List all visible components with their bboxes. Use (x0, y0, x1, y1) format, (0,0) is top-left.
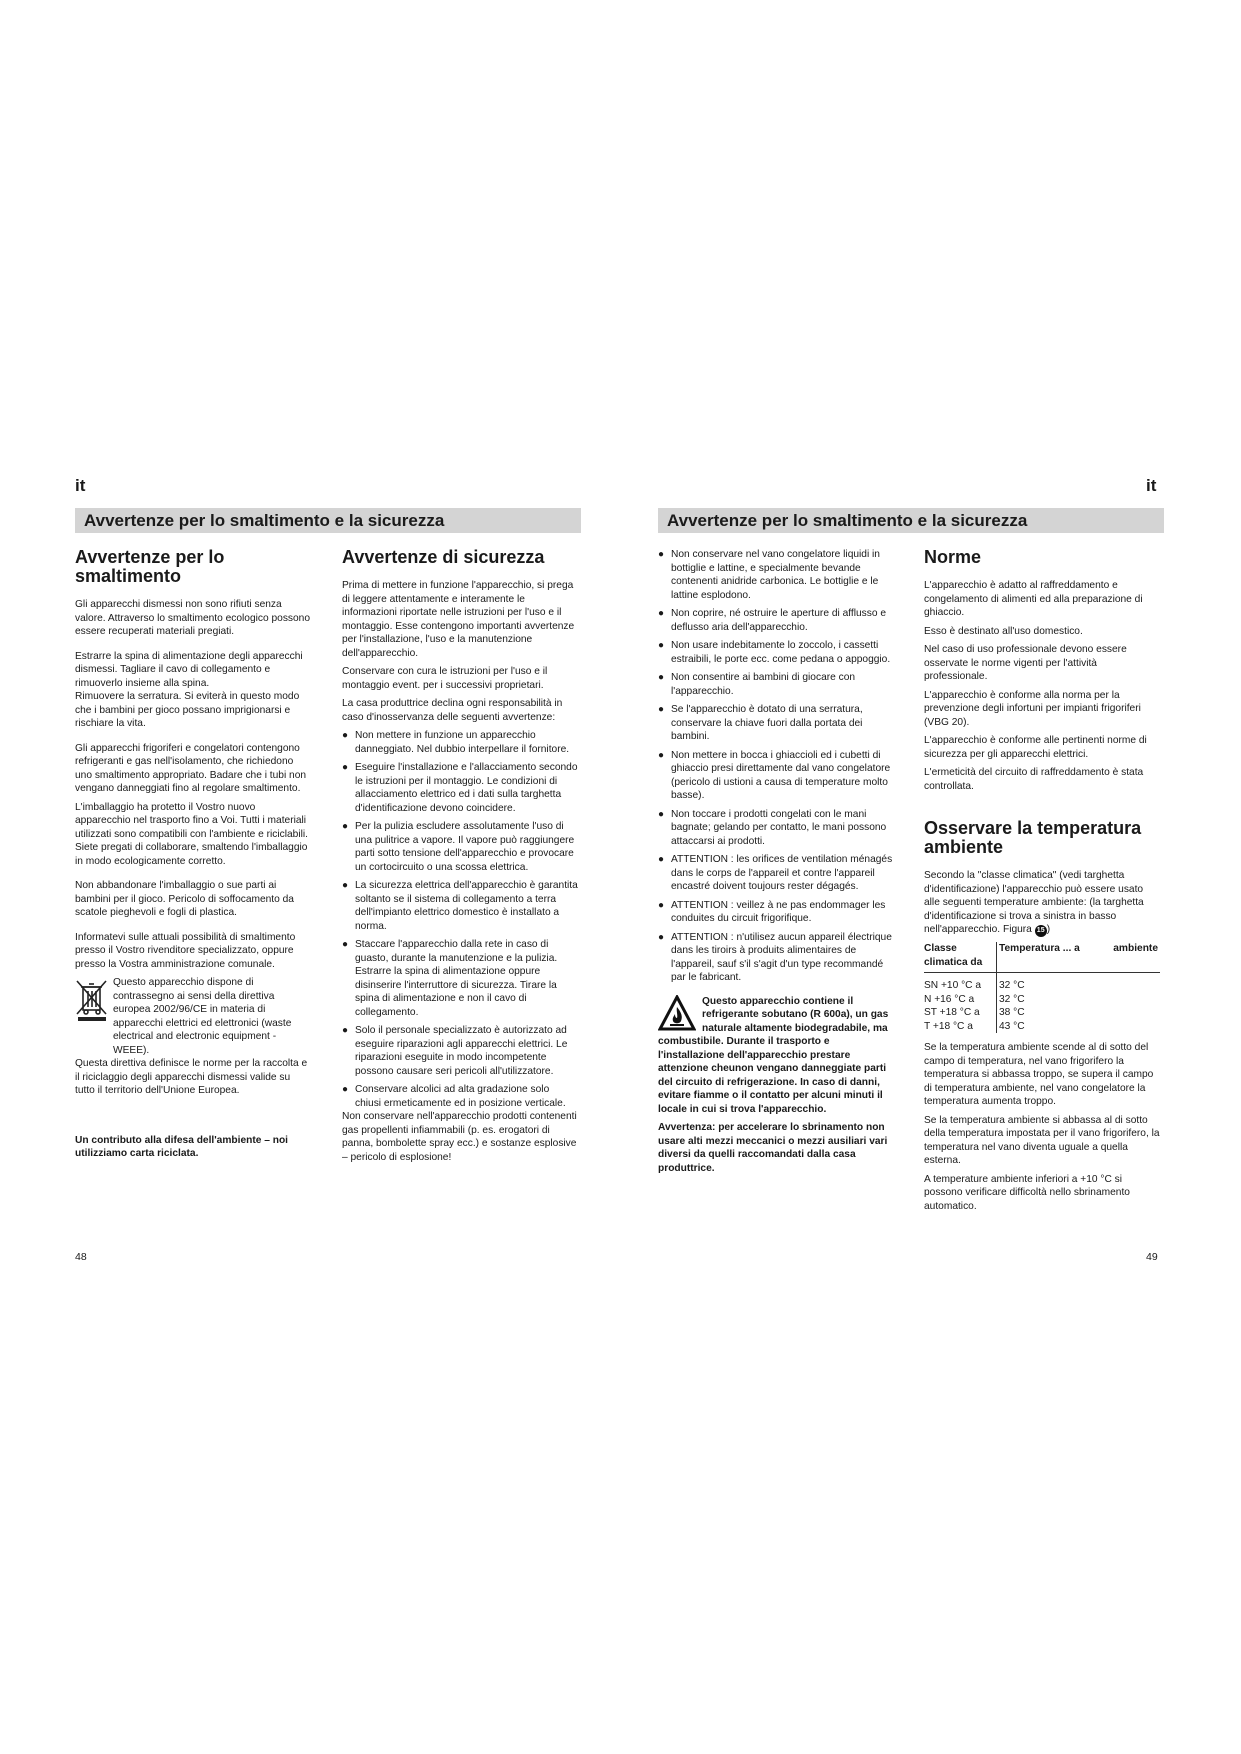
norms-paragraph: L'apparecchio è conforme alle pertinenti norme di sicurezza per gli apparecchi elettrici. (924, 735, 1147, 760)
norms-paragraph: L'apparecchio è adatto al raffreddamento e congelamento di alimenti ed alla preparazione di ghiaccio. (924, 580, 1143, 618)
safety-bullet: ● Non mettere in funzione un apparecchio danneggiato. Nel dubbio interpellare il fornitore. (342, 729, 578, 756)
safety-bullet: ● Eseguire l'installazione e l'allacciamento secondo le istruzioni per il montaggio. Le condizioni di allacciamento elettrico ed i dati sulla targhetta d'identificazione devono coincidere. (342, 761, 578, 815)
weee-text: Questo apparecchio dispone di contrassegno ai sensi della direttiva europea 2002/96/CE in materia di apparecchi elettrici ed elettronici (waste electrical and electronic equipment - WEEE). (113, 977, 292, 1056)
table-cell: SN +10 °C a (924, 980, 982, 991)
weee-bin-icon (75, 978, 109, 1022)
safety-bullet: ● ATTENTION : veillez à ne pas endommager les conduites du circuit frigorifique. (658, 899, 894, 926)
safety-bullet: ● ATTENTION : les orifices de ventilation ménagés dans le corps de l'appareil et contre l'appareil encastré doivent toujours rester dégagés. (658, 853, 894, 894)
table-row (924, 993, 1160, 1007)
left-lang-label: it (75, 476, 86, 495)
norms-paragraph: L'ermeticità del circuito di raffreddamento è stata controllata. (924, 767, 1144, 792)
table-header-class: Classe climatica da (924, 942, 997, 973)
table-cell: T +18 °C a (924, 1020, 973, 1032)
weee-notice (75, 976, 311, 1057)
safety-paragraph: La casa produttrice declina ogni responsabilità in caso d'inosservanza delle seguenti avvertenze: (342, 698, 563, 723)
right-section-header: Avvertenze per lo smaltimento e la sicurezza (658, 508, 1164, 533)
safety-bullet: ● Non consentire ai bambini di giocare con l'apparecchio. (658, 671, 894, 698)
figure-ref-badge: 15 (1035, 925, 1047, 937)
climate-class-intro (924, 869, 1160, 937)
climate-class-table (924, 942, 1160, 1033)
table-cell: 43 °C (997, 1020, 1102, 1034)
disposal-paragraph: L'imballaggio ha protetto il Vostro nuovo apparecchio nel trasporto fino a Voi. Tutti i materiali utilizzati sono compatibili con l'ambiente e riciclabili. Siete pregati di collaborare, smaltendo l'imballaggio in modo ecologicamente corretto. (75, 801, 308, 867)
norms-paragraph: Nel caso di uso professionale devono essere osservate le norme vigenti per l'attività professionale. (924, 644, 1127, 682)
close-paren: ) (1046, 924, 1051, 935)
table-cell: 38 °C (997, 1006, 1102, 1020)
table-cell: N +16 °C a (924, 993, 975, 1005)
safety-paragraph: Conservare con cura le istruzioni per l'uso e il montaggio event. per i successivi proprietari. (342, 666, 548, 691)
table-row (924, 1020, 1160, 1034)
disposal-column (75, 548, 311, 1166)
safety-paragraph: Non conservare nell'apparecchio prodotti contenenti gas propellenti infiammabili (p. es. erogatori di panna, bombolette spray ecc.) e sostanze esplosive – pericolo di esplosione! (342, 1111, 577, 1163)
table-cell: 32 °C (997, 973, 1102, 993)
disposal-paragraph: Estrarre la spina di alimentazione degli apparecchi dismessi. Tagliare il cavo di collegamento e rimuoverlo insieme alla spina. (75, 650, 303, 689)
table-header-temperature: Temperatura ... a (997, 942, 1102, 973)
disposal-paragraph: Gli apparecchi frigoriferi e congelatori contengono refrigeranti e gas nell'isolamento, che richiedono uno smaltimento appropriato. Badare che i tubi non vengano danneggiati fino al regolare smaltimento. (75, 742, 307, 794)
climate-class-intro-text: Secondo la "classe climatica" (vedi targhetta d'identificazione) l'apparecchio può essere usato alle seguenti temperature ambiente: (la targhetta d'identificazione si trova a sinistra in basso nell'apparecchio. Figura (924, 870, 1144, 935)
flammable-warning-icon (658, 995, 696, 1031)
safety-paragraph: Prima di mettere in funzione l'apparecchio, si prega di leggere attentamente e interamente le informazioni riportate nelle istruzioni per l'uso e il montaggio. Esse contengono importanti avvertenze per l'installazione, l'uso e la manutenzione dell'apparecchio. (342, 580, 575, 659)
safety-bullet-list (658, 548, 894, 985)
disposal-paragraph: Informatevi sulle attuali possibilità di smaltimento presso il Vostro rivenditore specializzato, oppure presso la Vostra amministrazione comunale. (75, 931, 296, 970)
flammable-warning (658, 995, 894, 1117)
disposal-paragraph: Non abbandonare l'imballaggio o sue parti ai bambini per il gioco. Pericolo di soffocamento da scatole pieghevoli e fogli di plastica. (75, 880, 294, 918)
recycled-paper-note: Un contributo alla difesa dell'ambiente – noi utilizziamo carta riciclata. (75, 1134, 288, 1159)
safety-bullet: ● Se l'apparecchio è dotato di una serratura, conservare la chiave fuori dalla portata dei bambini. (658, 703, 894, 744)
safety-bullet: ● Solo il personale specializzato è autorizzato ad eseguire riparazioni agli apparecchi elettrici. Le riparazioni eseguite in modo incompetente possono causare seri pericoli all'utilizzatore. (342, 1024, 578, 1078)
ambient-temperature-title: Osservare la temperatura ambiente (924, 818, 1142, 857)
right-page-number: 49 (1146, 1251, 1158, 1263)
safety-bullet: ● Per la pulizia escludere assolutamente l'uso di una pulitrice a vapore. Il vapore può raggiungere parti sotto tensione dell'apparecchio e provocare un cortocircuito o una scossa elettrica. (342, 820, 578, 874)
norms-paragraph: L'apparecchio è conforme alla norma per la prevenzione degli infortuni per impianti frigoriferi (VBG 20). (924, 689, 1141, 728)
disposal-paragraph: Gli apparecchi dismessi non sono rifiuti senza valore. Attraverso lo smaltimento ecologico possono essere recuperati materiali pregiati. (75, 599, 310, 637)
safety-bullet: ● Non coprire, né ostruire le aperture di afflusso e deflusso aria dell'apparecchio. (658, 607, 894, 634)
safety-bullet: ● ATTENTION : n'utilisez aucun appareil électrique dans les tiroirs à produits alimentaires de l'appareil, sauf s'il s'agit d'un type recommandé par le fabricant. (658, 931, 894, 985)
safety-column (342, 548, 578, 1169)
safety-bullet: ● Conservare alcolici ad alta gradazione solo chiusi ermeticamente ed in posizione verticale. (342, 1083, 578, 1110)
disposal-paragraph: Questa direttiva definisce le norme per la raccolta e il riciclaggio degli apparecchi dismessi valide su tutto il territorio dell'Unione Europea. (75, 1058, 308, 1096)
table-row (924, 973, 1160, 993)
disposal-title: Avvertenze per lo smaltimento (75, 547, 225, 586)
disposal-paragraph: Rimuovere la serratura. Si eviterà in questo modo che i bambini per gioco possano imprigionarsi e rischiare la vita. (75, 691, 300, 729)
table-row (924, 1006, 1160, 1020)
safety-title: Avvertenze di sicurezza (342, 547, 545, 567)
norms-paragraph: Esso è destinato all'uso domestico. (924, 625, 1083, 637)
table-cell: 32 °C (997, 993, 1102, 1007)
safety-continued-column (658, 548, 894, 1180)
ambient-paragraph: A temperature ambiente inferiori a +10 °C si possono verificare difficoltà nello sbrinamento automatico. (924, 1173, 1130, 1212)
safety-bullet: ● Non conservare nel vano congelatore liquidi in bottiglie e lattine, e specialmente bevande contenenti anidride carbonica. Le bottiglie e le lattine esplodono. (658, 548, 894, 602)
safety-bullet-list (342, 729, 578, 1110)
right-lang-label: it (1146, 476, 1157, 495)
table-header-ambient: ambiente (1101, 942, 1160, 973)
table-cell: ST +18 °C a (924, 1007, 980, 1018)
safety-bullet: ● Non toccare i prodotti congelati con le mani bagnate; gelando per contatto, le mani possono attaccarsi ai prodotti. (658, 808, 894, 849)
safety-bullet: ● Staccare l'apparecchio dalla rete in caso di guasto, durante la manutenzione e la pulizia. Estrarre la spina di alimentazione oppure disinserire l'interruttore di sicurezza. Tirare la spina di alimentazione e non il cavo di collegamento. (342, 938, 578, 1019)
norms-title: Norme (924, 547, 982, 567)
ambient-paragraph: Se la temperatura ambiente scende al di sotto del campo di temperatura, nel vano frigorifero la temperatura si abbassa troppo, se supera il campo di temperatura ambiente, nel vano congelatore la temperatura aumenta troppo. (924, 1042, 1154, 1107)
defrost-warning-text: Avvertenza: per accelerare lo sbrinamento non usare alti mezzi meccanici o mezzi ausiliari vari diversi da quelli raccomandati dalla casa produttrice. (658, 1122, 888, 1174)
flammable-warning-text: Questo apparecchio contiene il refrigerante sobutano (R 600a), un gas naturale altamente biodegradabile, ma combustibile. Durante il trasporto e l'installazione dell'apparecchio prestare attenzione cheunon vengano danneggiate parti del circuito di refrigerazione. In caso di danni, evitare fiamme o il contatto per alcuni minuti il locale in cui si trova l'apparecchio. (658, 995, 889, 1115)
norms-column (924, 548, 1160, 1218)
safety-bullet: ● La sicurezza elettrica dell'apparecchio è garantita soltanto se il sistema di collegamento a terra dell'impianto elettrico domestico è installato a norma. (342, 879, 578, 933)
left-page-number: 48 (75, 1251, 87, 1263)
safety-bullet: ● Non mettere in bocca i ghiaccioli ed i cubetti di ghiaccio presi direttamente dal vano congelatore (pericolo di ustioni a causa di temperature molto basse). (658, 749, 894, 803)
safety-bullet: ● Non usare indebitamente lo zoccolo, i cassetti estraibili, le porte ecc. come pedana o appoggio. (658, 639, 894, 666)
ambient-paragraph: Se la temperatura ambiente si abbassa al di sotto della temperatura impostata per il vano frigorifero, la temperatura nel vano diventa uguale a quella esterna. (924, 1114, 1160, 1166)
left-section-header: Avvertenze per lo smaltimento e la sicurezza (75, 508, 581, 533)
